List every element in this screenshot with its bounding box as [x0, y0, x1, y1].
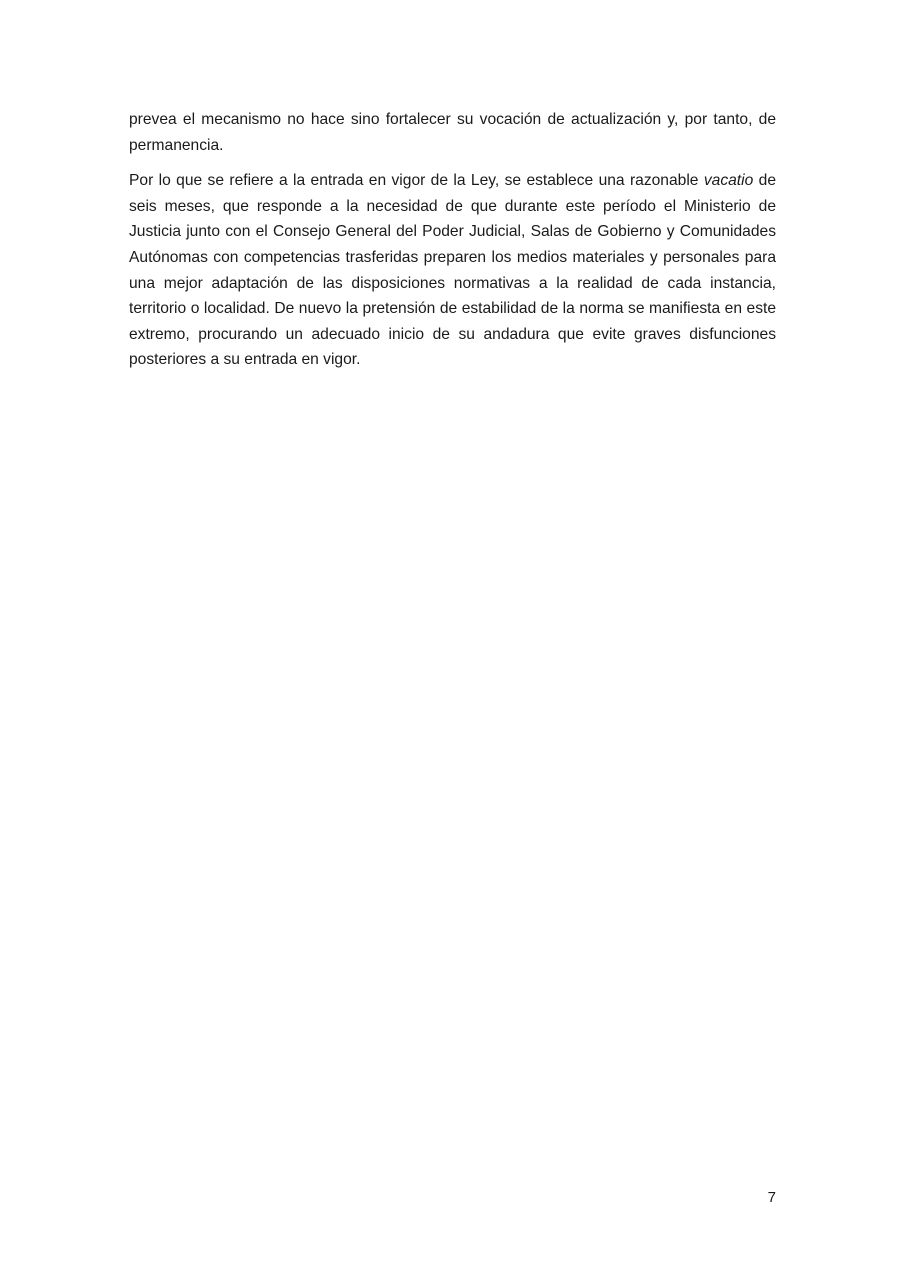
body-text — [129, 107, 776, 383]
paragraph-2-text-start: Por lo que se refiere a la entrada en vigor de la Ley, se establece una razonable — [129, 172, 704, 190]
paragraph-1-text: prevea el mecanismo no hace sino fortalecer su vocación de actualización y, por tanto, de permanencia. — [129, 111, 776, 154]
italic-term-vacatio: vacatio — [703, 172, 754, 190]
page-number: 7 — [767, 1189, 776, 1206]
paragraph-2-text-end: de seis meses, que responde a la necesidad de que durante este período el Ministerio de Justicia junto con el Consejo General del Poder Judicial, Salas de Gobierno y Comunidades Autónomas con competencias trasferidas preparen los medios materiales y personales para una mejor adaptación de las disposiciones normativas a la realidad de cada instancia, territorio o localidad. De nuevo la pretensión de estabilidad de la norma se manifiesta en este extremo, procurando un adecuado inicio de su andadura que evite graves disfunciones posteriores a su entrada en vigor. — [129, 172, 776, 369]
paragraph-2 — [129, 168, 776, 373]
paragraph-1 — [129, 107, 776, 158]
